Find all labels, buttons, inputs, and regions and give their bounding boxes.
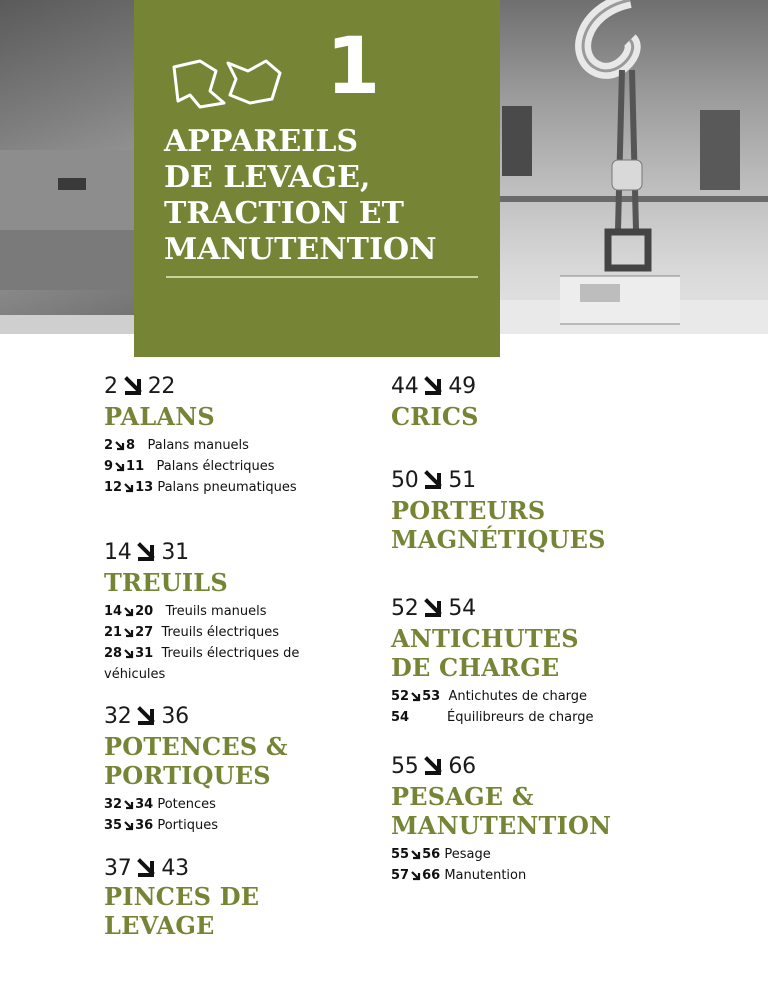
arrow-down-right-icon: [123, 627, 134, 638]
arrow-down-right-icon: [123, 799, 134, 810]
arrow-down-right-icon: [410, 849, 421, 860]
section-title: PORTEURS MAGNÉTIQUES: [391, 496, 606, 554]
section-porteurs-magnetiques: [391, 468, 606, 554]
page-range: 14 31: [104, 540, 189, 565]
list-item: 28 31 Treuils électriques de véhicules: [104, 646, 300, 682]
section-potences-portiques: [104, 704, 288, 836]
list-item: 32 34 Potences: [104, 797, 216, 812]
list-item: 21 27 Treuils électriques: [104, 625, 279, 640]
arrow-down-right-icon: [422, 598, 444, 620]
arrow-down-right-icon: [422, 376, 444, 398]
arrow-down-right-icon: [135, 706, 157, 728]
list-item: 54 Équilibreurs de charge: [391, 710, 594, 725]
page-range: 32 36: [104, 704, 189, 729]
list-item: 35 36 Portiques: [104, 818, 218, 833]
list-item: 12 13 Palans pneumatiques: [104, 480, 297, 495]
section-title: PESAGE & MANUTENTION: [391, 782, 612, 840]
list-item: 2 8 Palans manuels: [104, 438, 249, 453]
page-range: 50 51: [391, 468, 476, 493]
arrow-down-right-icon: [114, 461, 125, 472]
section-title: PALANS: [104, 402, 215, 431]
arrow-down-right-icon: [135, 542, 157, 564]
arrow-down-right-icon: [123, 648, 134, 659]
section-palans: [104, 374, 297, 498]
list-item: 55 56 Pesage: [391, 847, 491, 862]
page-range: 52 54: [391, 596, 476, 621]
chapter-title: APPAREILS DE LEVAGE, TRACTION ET MANUTENTION: [164, 124, 437, 267]
chapter-header: [134, 0, 500, 357]
arrow-down-right-icon: [123, 820, 134, 831]
arrow-down-right-icon: [422, 470, 444, 492]
page-range: 44 49: [391, 374, 476, 399]
arrow-down-right-icon: [410, 691, 421, 702]
section-title: ANTICHUTES DE CHARGE: [391, 624, 579, 682]
arrow-down-right-icon: [114, 440, 125, 451]
section-title: TREUILS: [104, 568, 228, 597]
section-treuils: [104, 540, 324, 685]
list-item: 9 11 Palans électriques: [104, 459, 275, 474]
section-antichutes-de-charge: [391, 596, 593, 728]
chapter-number: 1: [326, 22, 381, 112]
arrow-down-right-icon: [123, 606, 134, 617]
section-pesage-manutention: [391, 754, 611, 886]
section-title: PINCES DE LEVAGE: [104, 882, 260, 940]
list-item: 57 66 Manutention: [391, 868, 527, 883]
list-item: 52 53 Antichutes de charge: [391, 689, 588, 704]
list-item: 14 20 Treuils manuels: [104, 604, 267, 619]
title-divider: [166, 276, 478, 278]
page-range: 2 22: [104, 374, 176, 399]
page-range: 37 43: [104, 856, 189, 881]
page-range: 55 66: [391, 754, 476, 779]
arrow-down-right-icon: [135, 858, 157, 880]
arrow-down-right-icon: [410, 870, 421, 881]
arrow-down-right-icon: [422, 756, 444, 778]
section-title: POTENCES & PORTIQUES: [104, 732, 288, 790]
arrow-down-right-icon: [123, 482, 134, 493]
section-crics: [391, 374, 479, 431]
section-pinces-de-levage: [104, 856, 259, 940]
arrow-down-right-icon: [122, 376, 144, 398]
brand-logo-icon: [170, 57, 284, 109]
crane-hook-illustration: [560, 0, 680, 334]
section-title: CRICS: [391, 402, 479, 431]
